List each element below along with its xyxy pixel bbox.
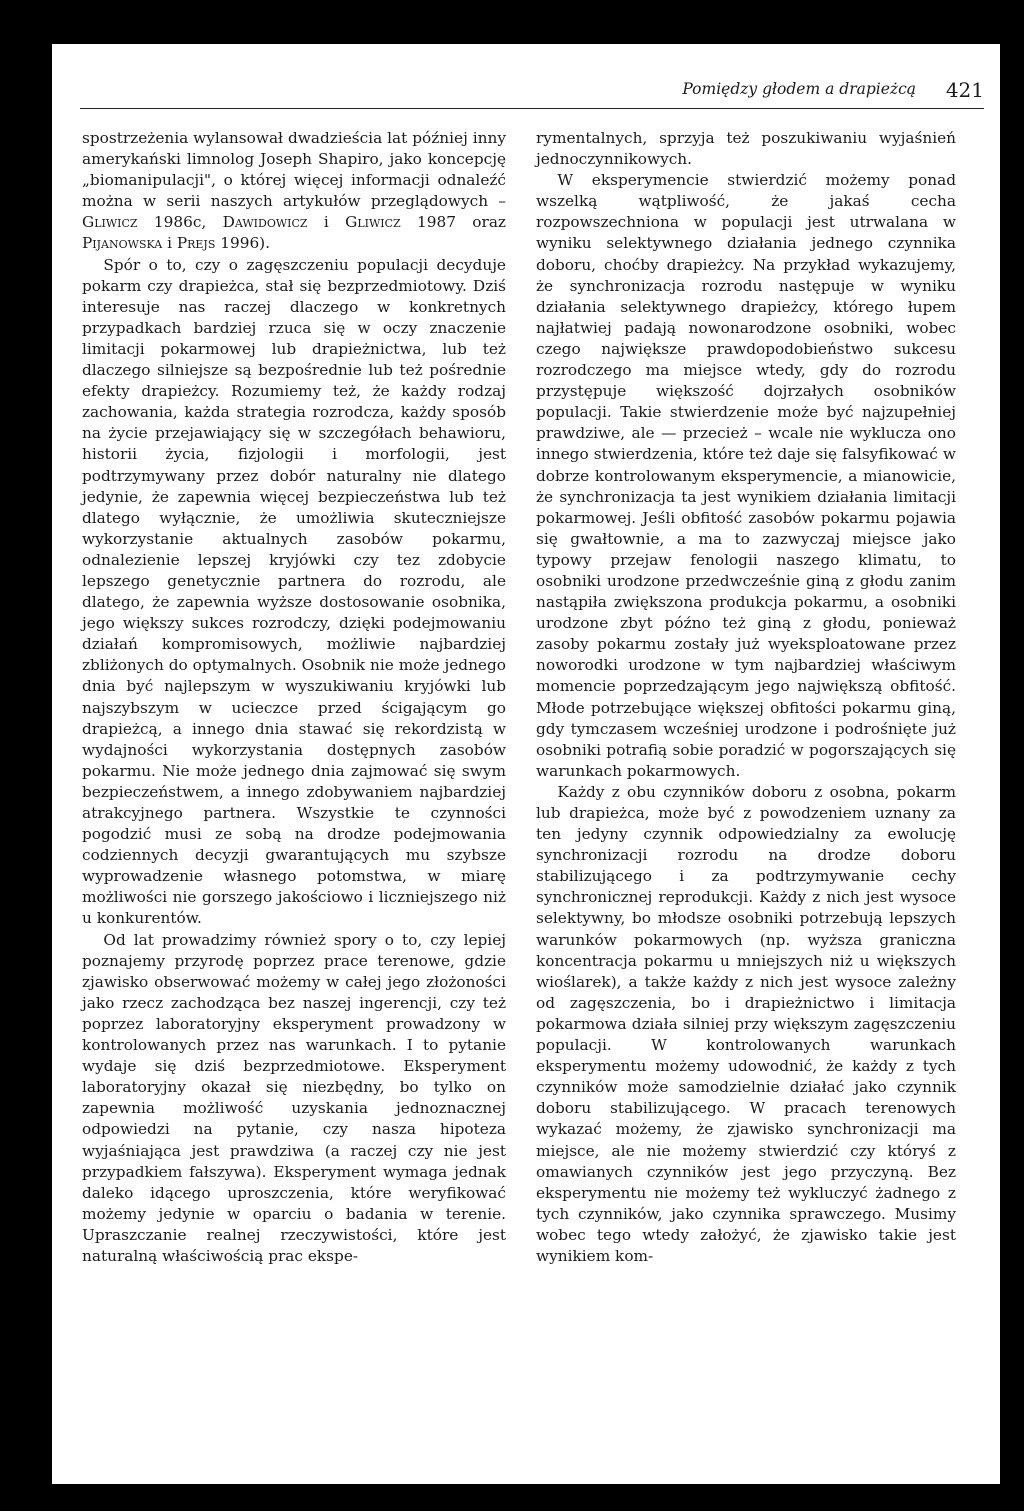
left-paragraph-1	[82, 128, 506, 255]
text-run: 1996).	[215, 234, 271, 253]
right-paragraph-2: W eksperymencie stwierdzić możemy ponad wszelką wątpliwość, że jakaś cecha rozpowszechniona w populacji jest utrwalana w wyniku selektywnego działania jednego czynnika doboru, choćby drapieżcy. Na przykład wykazujemy, że synchronizacja rozrodu następuje w wyniku działania selektywnego drapieżcy, którego łupem najłatwiej padają nowonarodzone osobniki, wobec czego największe prawdopodobieństwo sukcesu rozrodczego ma miejsce wtedy, gdy do rozrodu przystępuje większość dojrzałych osobników populacji. Takie stwierdzenie może być najzupełniej prawdziwe, ale — przecież – wcale nie wyklucza ono innego stwierdzenia, które też daje się falsyfikować w dobrze kontrolowanym eksperymencie, a mianowicie, że synchronizacja ta jest wynikiem działania limitacji pokarmowej. Jeśli obfitość zasobów pokarmu pojawia się gwałtownie, a ma to zazwyczaj miejsce jako typowy przejaw fenologii naszego klimatu, to osobniki urodzone przedwcześnie giną z głodu zanim nastąpiła zwiększona produkcja pokarmu, a osobniki urodzone zbyt późno też giną z głodu, ponieważ zasoby pokarmu zostały już wyeksploatowane przez noworodki urodzone w tym najbardziej właściwym momencie poprzedzającym jego największą obfitość. Młode potrzebujące większej obfitości pokarmu giną, gdy tymczasem wcześniej urodzone i podrośnięte już osobniki potrafią sobie poradzić w pogorszających się warunkach pokarmowych.	[536, 171, 956, 780]
citation-author: Prejs	[176, 234, 216, 253]
left-paragraph-3: Od lat prowadzimy również spory o to, czy lepiej poznajemy przyrodę poprzez prace terenowe, gdzie zjawisko obserwować możemy w całej jego złożoności jako rzecz zachodząca bez naszej ingerencji, czy też poprzez laboratoryjny eksperyment prowadzony w kontrolowanych przez nas warunkach. I to pytanie wydaje się dziś bezprzedmiotowe. Eksperyment laboratoryjny okazał się niezbędny, bo tylko on zapewnia możliwość uzyskania jednoznacznej odpowiedzi na pytanie, czy nasza hipoteza wyjaśniająca jest prawdziwa (a raczej czy nie jest przypadkiem fałszywa). Eksperyment wymaga jednak daleko idącego uproszczenia, które weryfikować możemy jedynie w oparciu o badania w terenie. Upraszczanie realnej rzeczywistości, które jest naturalną właściwością prac ekspe-	[82, 930, 506, 1265]
right-paragraph-3: Każdy z obu czynników doboru z osobna, pokarm lub drapieżca, może być z powodzeniem uznany za ten jedyny czynnik odpowiedzialny za ewolucję synchronizacji rozrodu na drodze doboru stabilizującego i za podtrzymywanie cechy synchronicznej reprodukcji. Każdy z nich jest wysoce selektywny, bo młodsze osobniki potrzebują lepszych warunków pokarmowych (np. wyższa graniczna koncentracja pokarmu u mniejszych niż u większych wioślarek), a także każdy z nich jest wysoce zależny od zagęszczenia, bo i drapieżnictwo i limitacja pokarmowa działa silniej przy większym zagęszczeniu populacji. W kontrolowanych warunkach eksperymentu możemy udowodnić, że każdy z tych czynników może samodzielnie działać jako czynnik doboru stabilizującego. W pracach terenowych wykazać możemy, że zjawisko synchronizacji ma miejsce, ale nie możemy stwierdzić czy któryś z omawianych czynników jest jego przyczyną. Bez eksperymentu nie możemy też wykluczyć żadnego z tych czynników, jako czynnika sprawczego. Musimy wobec tego wtedy założyć, że zjawisko takie jest wynikiem kom-	[536, 782, 956, 1265]
citation-author: Dawidowicz	[222, 213, 308, 232]
running-title: Pomiędzy głodem a drapieżcą	[682, 80, 916, 98]
text-run: i	[162, 234, 177, 253]
text-run: spostrzeżenia wylansował dwadzieścia lat później inny amerykański limnolog Joseph Shapiro, jako koncepcję „biomanipulacji", o której więcej informacji odnaleźć można w serii naszych artykułów przeglądowych –	[82, 129, 506, 211]
right-paragraph-1: rymentalnych, sprzyja też poszukiwaniu wyjaśnień jednoczynnikowych.	[536, 129, 956, 169]
running-header	[80, 78, 984, 109]
page-number: 421	[945, 78, 984, 102]
citation-author: Gliwicz	[345, 213, 401, 232]
text-run: i	[307, 213, 346, 232]
right-column	[536, 128, 956, 1267]
left-column	[82, 128, 506, 1267]
citation-author: Pijanowska	[82, 234, 163, 253]
left-paragraph-2: Spór o to, czy o zagęszczeniu populacji decyduje pokarm czy drapieżca, stał się bezprzedmiotowy. Dziś interesuje nas raczej dlaczego w konkretnych przypadkach bardziej rzuca się w oczy znaczenie limitacji pokarmowej lub drapieżnictwa, lub też dlaczego silniejsze są bezpośrednie lub też pośrednie efekty drapieżcy. Rozumiemy też, że każdy rodzaj zachowania, każda strategia rozrodcza, każdy sposób na życie przejawiający się w szczegółach behawioru, historii życia, fizjologii i morfologii, jest podtrzymywany przez dobór naturalny nie dlatego jedynie, że zapewnia więcej bezpieczeństwa lub też dlatego wyłącznie, że umożliwia skuteczniejsze wykorzystanie aktualnych zasobów pokarmu, odnalezienie lepszej kryjówki czy tez zdobycie lepszego genetycznie partnera do rozrodu, ale dlatego, że zapewnia wyższe dostosowanie osobnika, jego większy sukces rozrodczy, dzięki podejmowaniu działań kompromisowych, możliwie najbardziej zbliżonych do optymalnych. Osobnik nie może jednego dnia być najlepszym w wyszukiwaniu kryjówki lub najszybszym w ucieczce przed ścigającym go drapieżcą, a innego dnia stawać się rekordzistą w wydajności wykorzystania dostępnych zasobów pokarmu. Nie może jednego dnia zajmować się swym bezpieczeństwem, a innego zdobywaniem najbardziej atrakcyjnego partnera. Wszystkie te czynności pogodzić musi ze sobą na drodze podejmowania codziennych decyzji gwarantujących mu szybsze wyprowadzenie własnego potomstwa, w miarę możliwości nie gorszego jakościowo i liczniejszego niż u konkurentów.	[82, 255, 506, 928]
citation-author: Gliwicz	[82, 213, 138, 232]
book-page	[52, 44, 1000, 1484]
text-run: 1986c,	[137, 213, 223, 232]
text-run: 1987 oraz	[400, 213, 506, 232]
